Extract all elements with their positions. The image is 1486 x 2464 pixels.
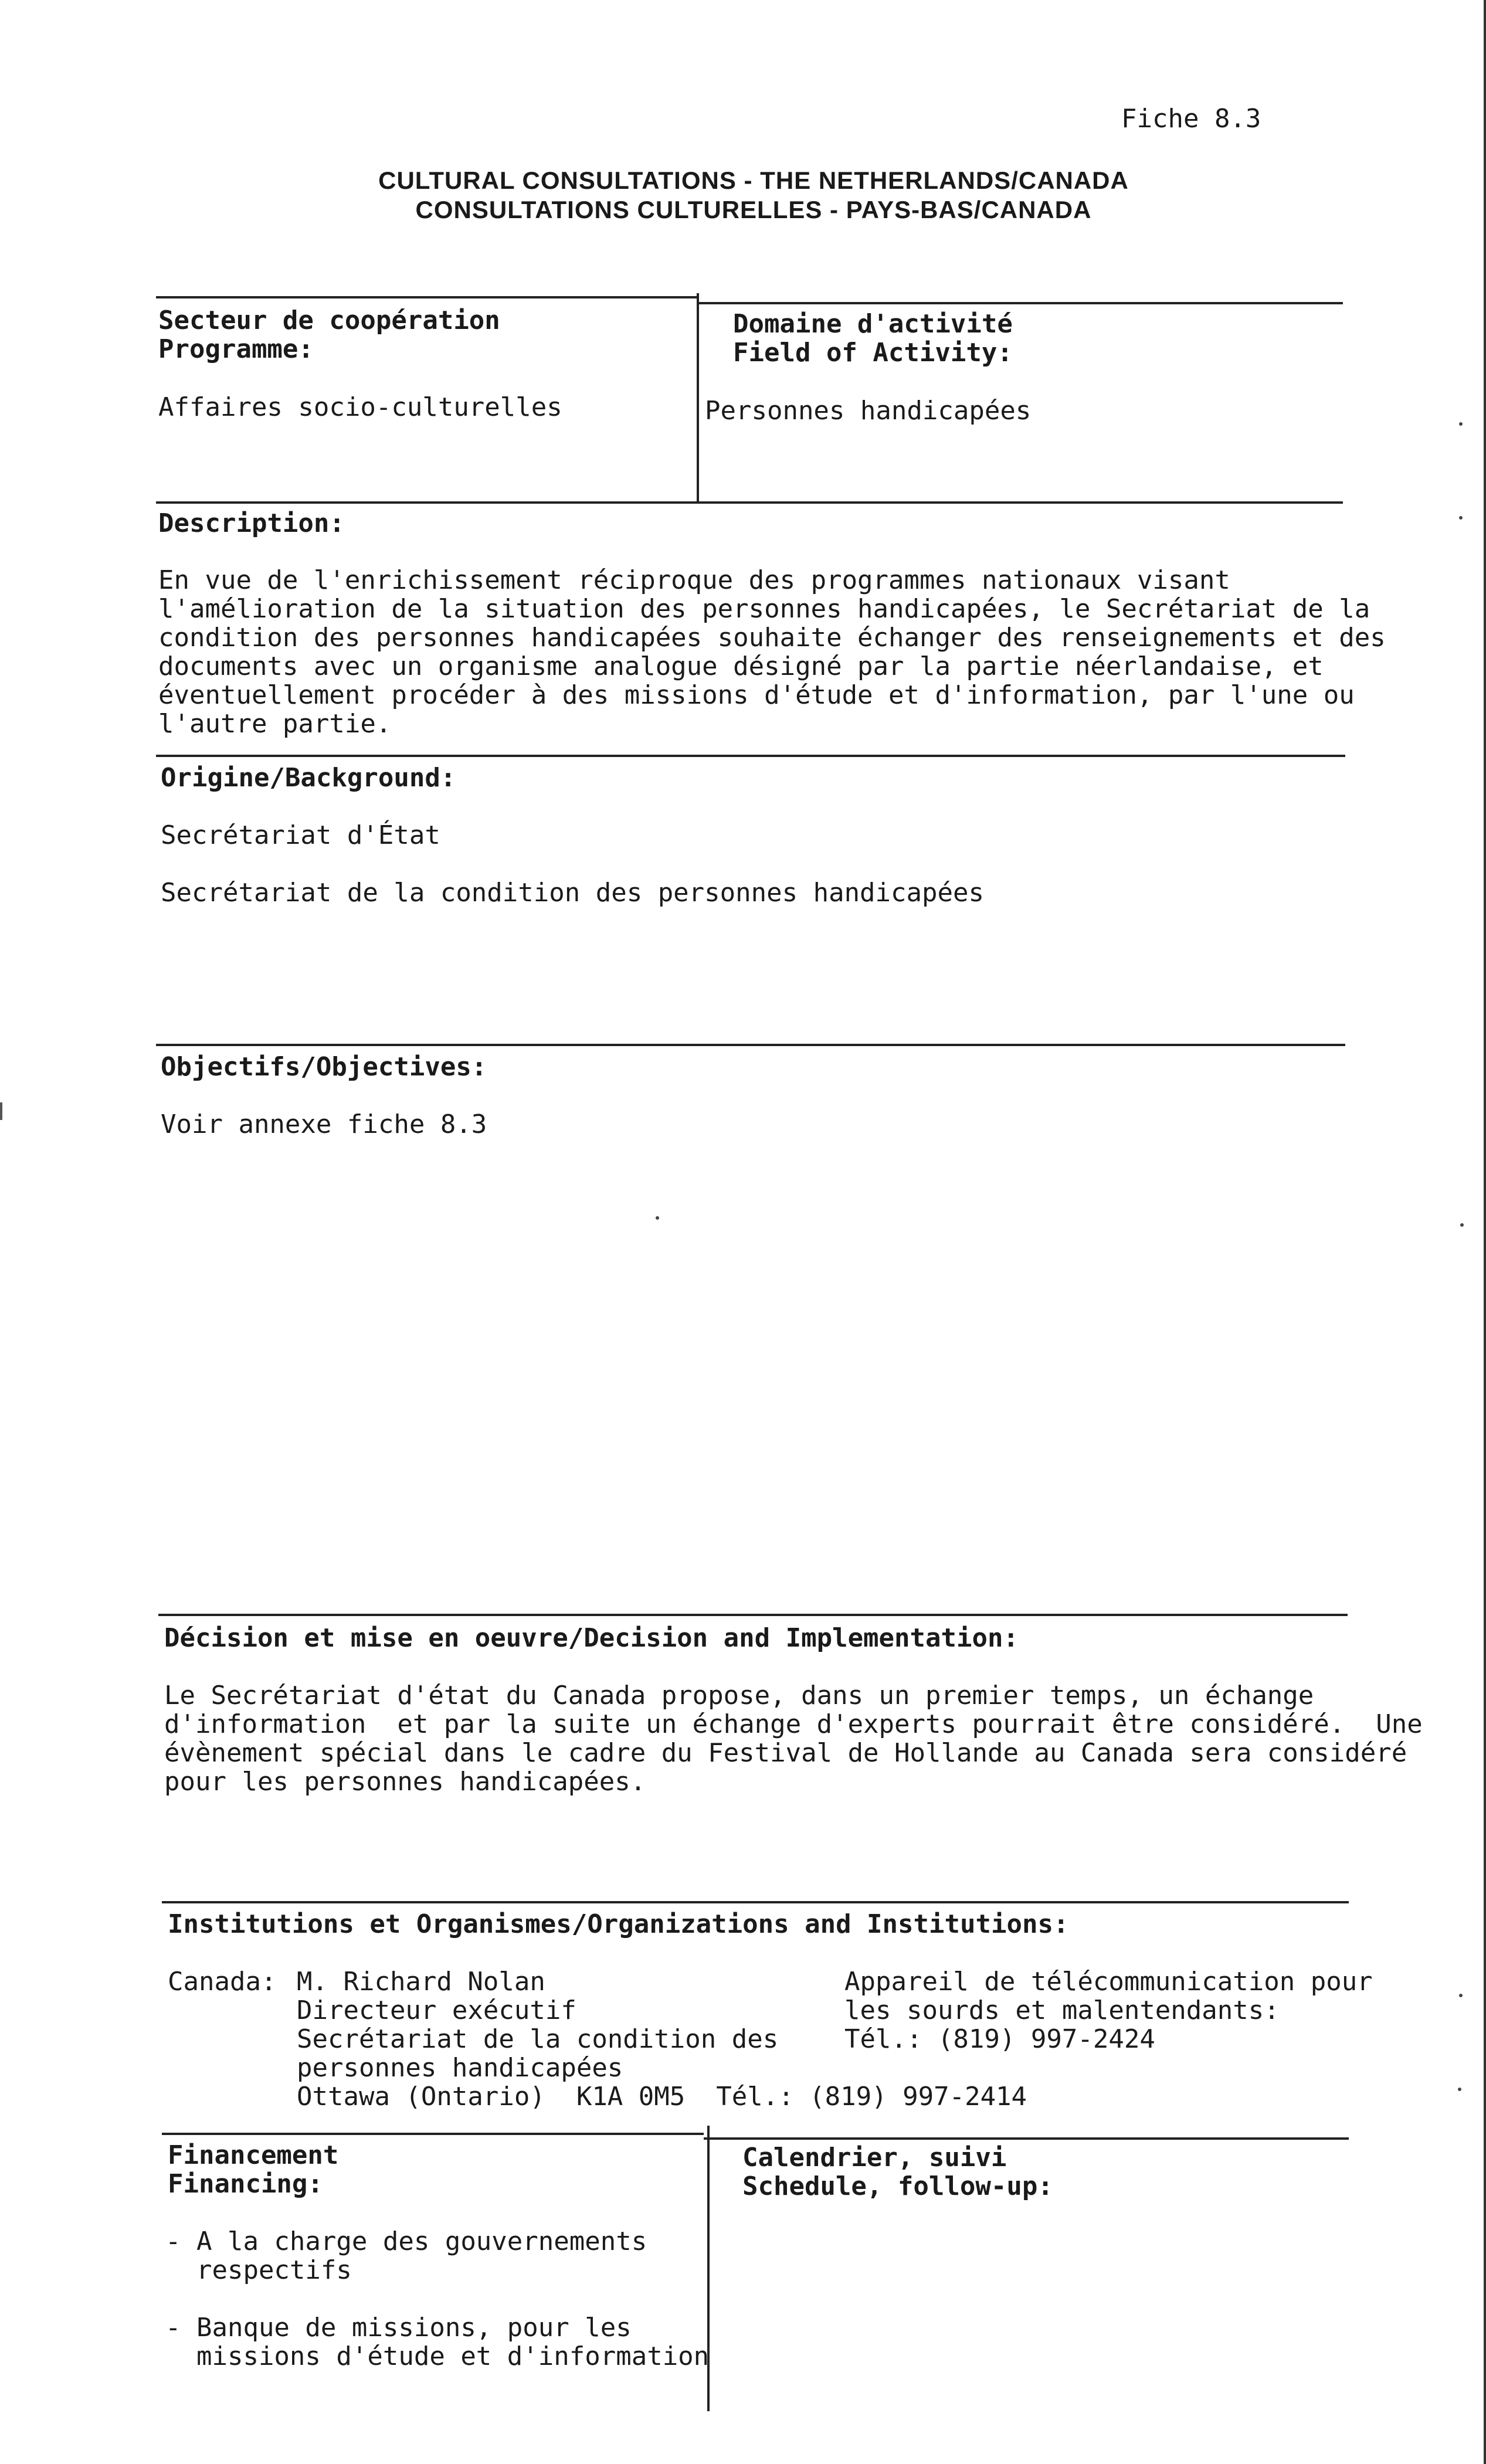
institutions-heading: Institutions et Organismes/Organizations and Institutions: bbox=[168, 1909, 1069, 1939]
scan-speck bbox=[1460, 1223, 1464, 1227]
divider-line bbox=[156, 296, 698, 298]
origin-line: Secrétariat de la condition des personnes handicapées bbox=[161, 878, 984, 908]
scan-speck bbox=[1459, 1994, 1463, 1997]
description-heading: Description: bbox=[158, 508, 345, 538]
scan-edge bbox=[1484, 0, 1486, 2464]
objectives-value: Voir annexe fiche 8.3 bbox=[161, 1109, 487, 1139]
sector-heading: Secteur de coopération bbox=[158, 306, 500, 335]
scan-speck bbox=[1459, 422, 1463, 426]
description-line: l'autre partie. bbox=[158, 709, 392, 739]
decision-line: évènement spécial dans le cadre du Festival de Hollande au Canada sera considéré bbox=[164, 1738, 1407, 1768]
field-heading: Field of Activity: bbox=[733, 338, 1013, 368]
decision-line: pour les personnes handicapées. bbox=[164, 1767, 646, 1797]
description-line: condition des personnes handicapées souhaite échanger des renseignements et des bbox=[158, 623, 1386, 653]
schedule-heading-en: Schedule, follow-up: bbox=[742, 2171, 1053, 2201]
description-line: documents avec un organisme analogue désigné par la partie néerlandaise, et bbox=[158, 651, 1324, 681]
financing-heading-en: Financing: bbox=[168, 2169, 323, 2199]
scan-speck bbox=[1459, 516, 1463, 520]
financing-item: - Banque de missions, pour les bbox=[165, 2313, 632, 2343]
decision-heading: Décision et mise en oeuvre/Decision and Implementation: bbox=[164, 1623, 1019, 1653]
tdd-line: Appareil de télécommunication pour bbox=[844, 1967, 1373, 1997]
description-line: éventuellement procéder à des missions d'étude et d'information, par l'une ou bbox=[158, 680, 1355, 710]
tdd-line: les sourds et malentendants: bbox=[844, 1995, 1280, 2025]
sector-value: Affaires socio-culturelles bbox=[158, 392, 562, 422]
financing-item: missions d'étude et d'information bbox=[165, 2341, 710, 2371]
description-line: En vue de l'enrichissement réciproque des programmes nationaux visant bbox=[158, 565, 1230, 595]
divider-line bbox=[162, 2133, 704, 2135]
origin-line: Secrétariat d'État bbox=[161, 820, 440, 850]
scan-speck bbox=[656, 1216, 659, 1220]
schedule-heading-fr: Calendrier, suivi bbox=[742, 2143, 1007, 2173]
title-french: CONSULTATIONS CULTURELLES - PAYS-BAS/CANADA bbox=[415, 196, 1092, 223]
financing-heading-fr: Financement bbox=[168, 2140, 339, 2170]
financing-item: respectifs bbox=[165, 2255, 352, 2285]
decision-line: d'information et par la suite un échange d'experts pourrait être considéré. Une bbox=[164, 1709, 1423, 1739]
objectives-heading: Objectifs/Objectives: bbox=[161, 1052, 487, 1082]
description-line: l'amélioration de la situation des personnes handicapées, le Secrétariat de la bbox=[158, 594, 1370, 624]
divider-line bbox=[156, 1044, 1345, 1046]
programme-heading: Programme: bbox=[158, 334, 314, 364]
divider-line bbox=[704, 2137, 1349, 2140]
domain-value: Personnes handicapées bbox=[705, 396, 1032, 426]
scan-speck bbox=[1458, 2088, 1461, 2091]
financing-item: - A la charge des gouvernements bbox=[165, 2227, 647, 2256]
divider-line bbox=[162, 1901, 1349, 1903]
decision-line: Le Secrétariat d'état du Canada propose, dans un premier temps, un échange bbox=[164, 1681, 1314, 1710]
divider-line bbox=[158, 1614, 1348, 1616]
divider-line bbox=[156, 755, 1345, 757]
contact-line: Ottawa (Ontario) K1A 0M5 Tél.: (819) 997-2414 bbox=[297, 2082, 1027, 2112]
tdd-line: Tél.: (819) 997-2424 bbox=[844, 2024, 1155, 2054]
contact-line: Directeur exécutif bbox=[297, 1995, 576, 2025]
origin-heading: Origine/Background: bbox=[161, 763, 456, 793]
title-english: CULTURAL CONSULTATIONS - THE NETHERLANDS/CANADA bbox=[378, 167, 1129, 194]
scan-mark bbox=[0, 1102, 2, 1120]
fiche-number: Fiche 8.3 bbox=[1121, 104, 1261, 134]
divider-line bbox=[698, 302, 1343, 304]
country-label: Canada: bbox=[168, 1967, 277, 1997]
domain-heading: Domaine d'activité bbox=[733, 309, 1013, 339]
contact-line: Secrétariat de la condition des bbox=[297, 2024, 779, 2054]
contact-line: personnes handicapées bbox=[297, 2053, 623, 2083]
divider-line bbox=[156, 501, 1343, 504]
contact-line: M. Richard Nolan bbox=[297, 1967, 545, 1997]
column-divider bbox=[697, 293, 699, 501]
